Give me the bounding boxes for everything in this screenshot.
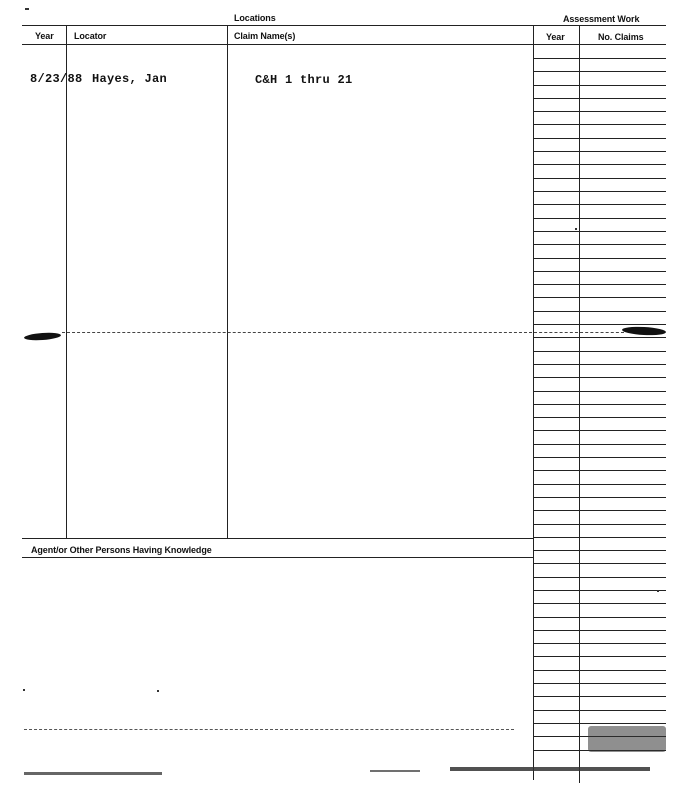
entry-locator: Hayes, Jan <box>92 72 168 86</box>
section-divider-dashed <box>62 332 532 333</box>
assessment-row-rule <box>533 603 666 604</box>
col-claim-names: Claim Name(s) <box>234 31 296 41</box>
assessment-row-rule <box>533 85 666 86</box>
section-divider-dashed-right <box>534 332 624 333</box>
assessment-row-rule <box>533 590 666 591</box>
ink-mark-right <box>622 326 666 336</box>
assessment-row-rule <box>533 723 666 724</box>
col-year: Year <box>35 31 54 41</box>
assessment-row-rule <box>533 244 666 245</box>
locations-header: Locations <box>234 13 276 23</box>
assessment-row-rule <box>533 218 666 219</box>
ink-mark-left <box>24 332 61 342</box>
scan-noise-line <box>24 729 514 730</box>
scan-noise-dot-2 <box>157 690 159 692</box>
assessment-row-rule <box>533 151 666 152</box>
assessment-row-rule <box>533 191 666 192</box>
assessment-row-rule <box>533 58 666 59</box>
header-bottom-rule <box>22 44 666 45</box>
assessment-row-rule <box>533 284 666 285</box>
divider-locator-claims <box>227 25 228 538</box>
assessment-row-rule <box>533 351 666 352</box>
assessment-row-rule <box>533 457 666 458</box>
assessment-row-rule <box>533 297 666 298</box>
assessment-row-rule <box>533 231 666 232</box>
entry-date: 8/23/88 <box>30 72 83 86</box>
assessment-row-rule <box>533 178 666 179</box>
scan-noise-dot-3 <box>25 8 29 10</box>
agent-section-label: Agent/or Other Persons Having Knowledge <box>31 545 212 555</box>
divider-year-locator <box>66 25 67 538</box>
assessment-row-rule <box>533 71 666 72</box>
assessment-row-rule <box>533 311 666 312</box>
assessment-row-rule <box>533 430 666 431</box>
assessment-row-rule <box>533 524 666 525</box>
scan-noise-streak-mid <box>370 770 420 772</box>
col-aw-no-claims: No. Claims <box>598 32 644 42</box>
assessment-row-rule <box>533 470 666 471</box>
assessment-row-rule <box>533 670 666 671</box>
assessment-row-rule <box>533 710 666 711</box>
assessment-row-rule <box>533 643 666 644</box>
assessment-row-rule <box>533 258 666 259</box>
scan-noise-streak-right <box>450 767 650 771</box>
assessment-row-rule <box>533 391 666 392</box>
entry-claims: C&H 1 thru 21 <box>255 73 353 87</box>
header-top-rule <box>22 25 666 26</box>
assessment-row-rule <box>533 563 666 564</box>
col-aw-year: Year <box>546 32 565 42</box>
assessment-row-rule <box>533 683 666 684</box>
assessment-row-rule <box>533 484 666 485</box>
locations-bottom-rule <box>22 538 533 539</box>
scan-noise-patch <box>588 726 666 752</box>
assessment-row-rule <box>533 417 666 418</box>
assessment-row-rule <box>533 696 666 697</box>
assessment-row-rule <box>533 204 666 205</box>
assessment-row-rule <box>533 138 666 139</box>
scan-noise-dot-4 <box>575 228 577 230</box>
assessment-row-rule <box>533 111 666 112</box>
assessment-row-rule <box>533 656 666 657</box>
assessment-row-rule <box>533 537 666 538</box>
agent-label-rule <box>22 557 533 558</box>
assessment-row-rule <box>533 98 666 99</box>
assessment-row-rule <box>533 444 666 445</box>
assessment-row-rule <box>533 617 666 618</box>
assessment-row-rule <box>533 550 666 551</box>
assessment-row-rule <box>533 164 666 165</box>
scan-noise-streak-left <box>24 772 162 775</box>
assessment-row-rule <box>533 404 666 405</box>
assessment-row-rule <box>533 630 666 631</box>
assessment-row-rule <box>533 324 666 325</box>
assessment-row-rule <box>533 337 666 338</box>
assessment-row-rule <box>533 577 666 578</box>
scan-noise-dot-5 <box>657 590 659 592</box>
scan-noise-dot-1 <box>23 689 25 691</box>
assessment-row-rule <box>533 271 666 272</box>
assessment-row-rule <box>533 510 666 511</box>
assessment-work-header: Assessment Work <box>563 14 640 24</box>
assessment-row-rule <box>533 377 666 378</box>
assessment-row-rule <box>533 364 666 365</box>
assessment-row-rule <box>533 497 666 498</box>
col-locator: Locator <box>74 31 107 41</box>
assessment-row-rule <box>533 124 666 125</box>
